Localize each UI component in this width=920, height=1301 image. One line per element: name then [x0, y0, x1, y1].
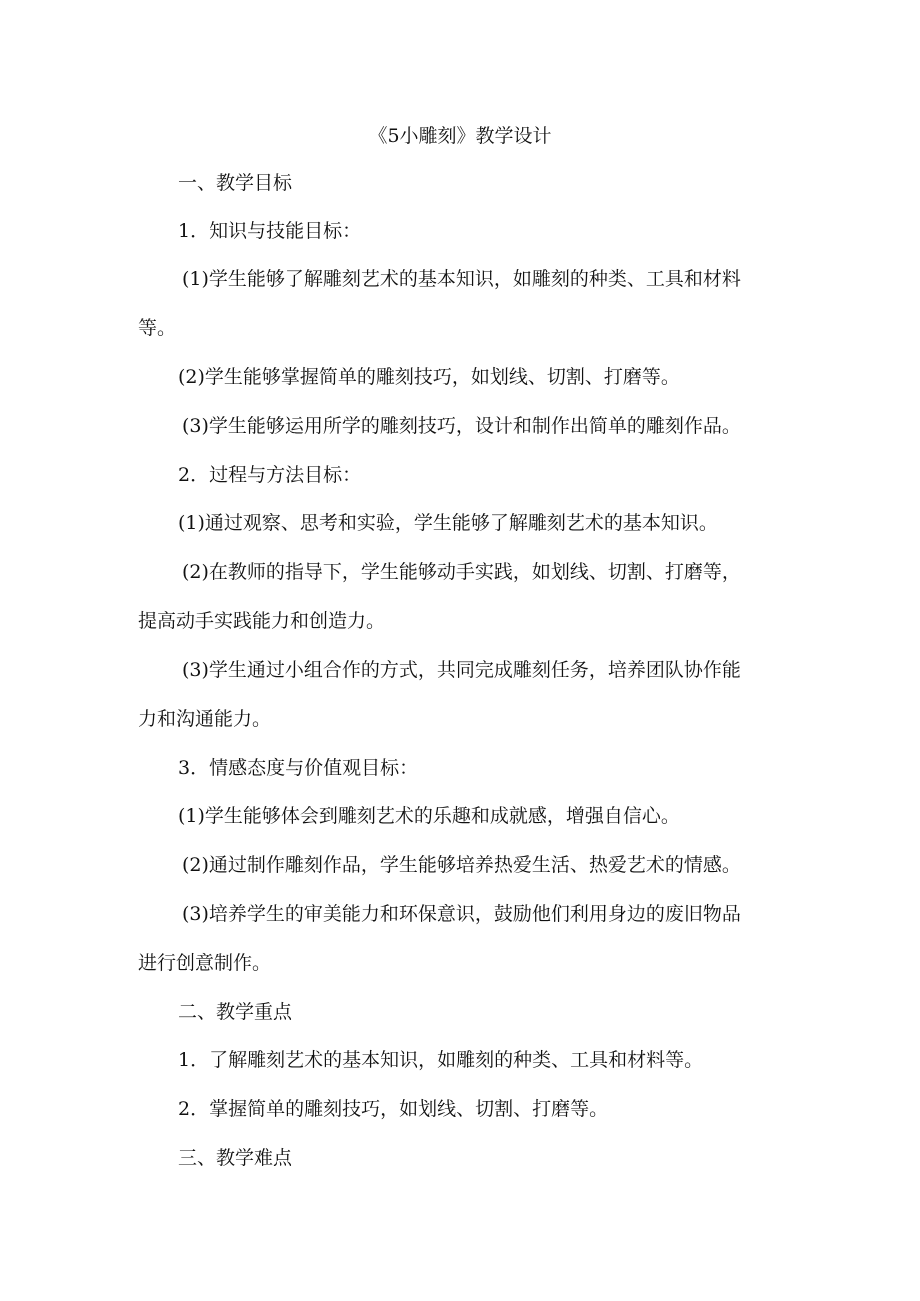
goal-heading-knowledge: 1．知识与技能目标： — [178, 220, 362, 242]
document-title: 《5小雕刻》教学设计 — [368, 125, 552, 147]
section-heading-difficulties: 三、教学难点 — [178, 1147, 293, 1169]
paragraph-line: (3)学生能够运用所学的雕刻技巧，设计和制作出简单的雕刻作品。 — [182, 415, 741, 437]
paragraph-line: (1)学生能够体会到雕刻艺术的乐趣和成就感，增强自信心。 — [178, 805, 680, 827]
paragraph-line: 等。 — [138, 317, 177, 339]
paragraph-line: 2．掌握简单的雕刻技巧，如划线、切割、打磨等。 — [178, 1098, 609, 1120]
paragraph-line: (1)通过观察、思考和实验，学生能够了解雕刻艺术的基本知识。 — [178, 512, 718, 534]
paragraph-line: (2)学生能够掌握简单的雕刻技巧，如划线、切割、打磨等。 — [178, 366, 680, 388]
paragraph-line: 力和沟通能力。 — [138, 708, 272, 730]
section-heading-objectives: 一、教学目标 — [178, 172, 293, 194]
goal-heading-attitude: 3．情感态度与价值观目标： — [178, 757, 419, 779]
paragraph-line: 1．了解雕刻艺术的基本知识，如雕刻的种类、工具和材料等。 — [178, 1049, 704, 1071]
goal-heading-process: 2．过程与方法目标： — [178, 464, 362, 486]
paragraph-line: (3)培养学生的审美能力和环保意识，鼓励他们利用身边的废旧物品 — [182, 903, 741, 925]
paragraph-line: (3)学生通过小组合作的方式，共同完成雕刻任务，培养团队协作能 — [182, 659, 741, 681]
section-heading-key-points: 二、教学重点 — [178, 1001, 293, 1023]
paragraph-line: (2)在教师的指导下，学生能够动手实践，如划线、切割、打磨等， — [182, 561, 741, 583]
paragraph-line: (1)学生能够了解雕刻艺术的基本知识，如雕刻的种类、工具和材料 — [182, 268, 741, 290]
paragraph-line: (2)通过制作雕刻作品，学生能够培养热爱生活、热爱艺术的情感。 — [182, 854, 741, 876]
paragraph-line: 提高动手实践能力和创造力。 — [138, 610, 386, 632]
paragraph-line: 进行创意制作。 — [138, 952, 272, 974]
